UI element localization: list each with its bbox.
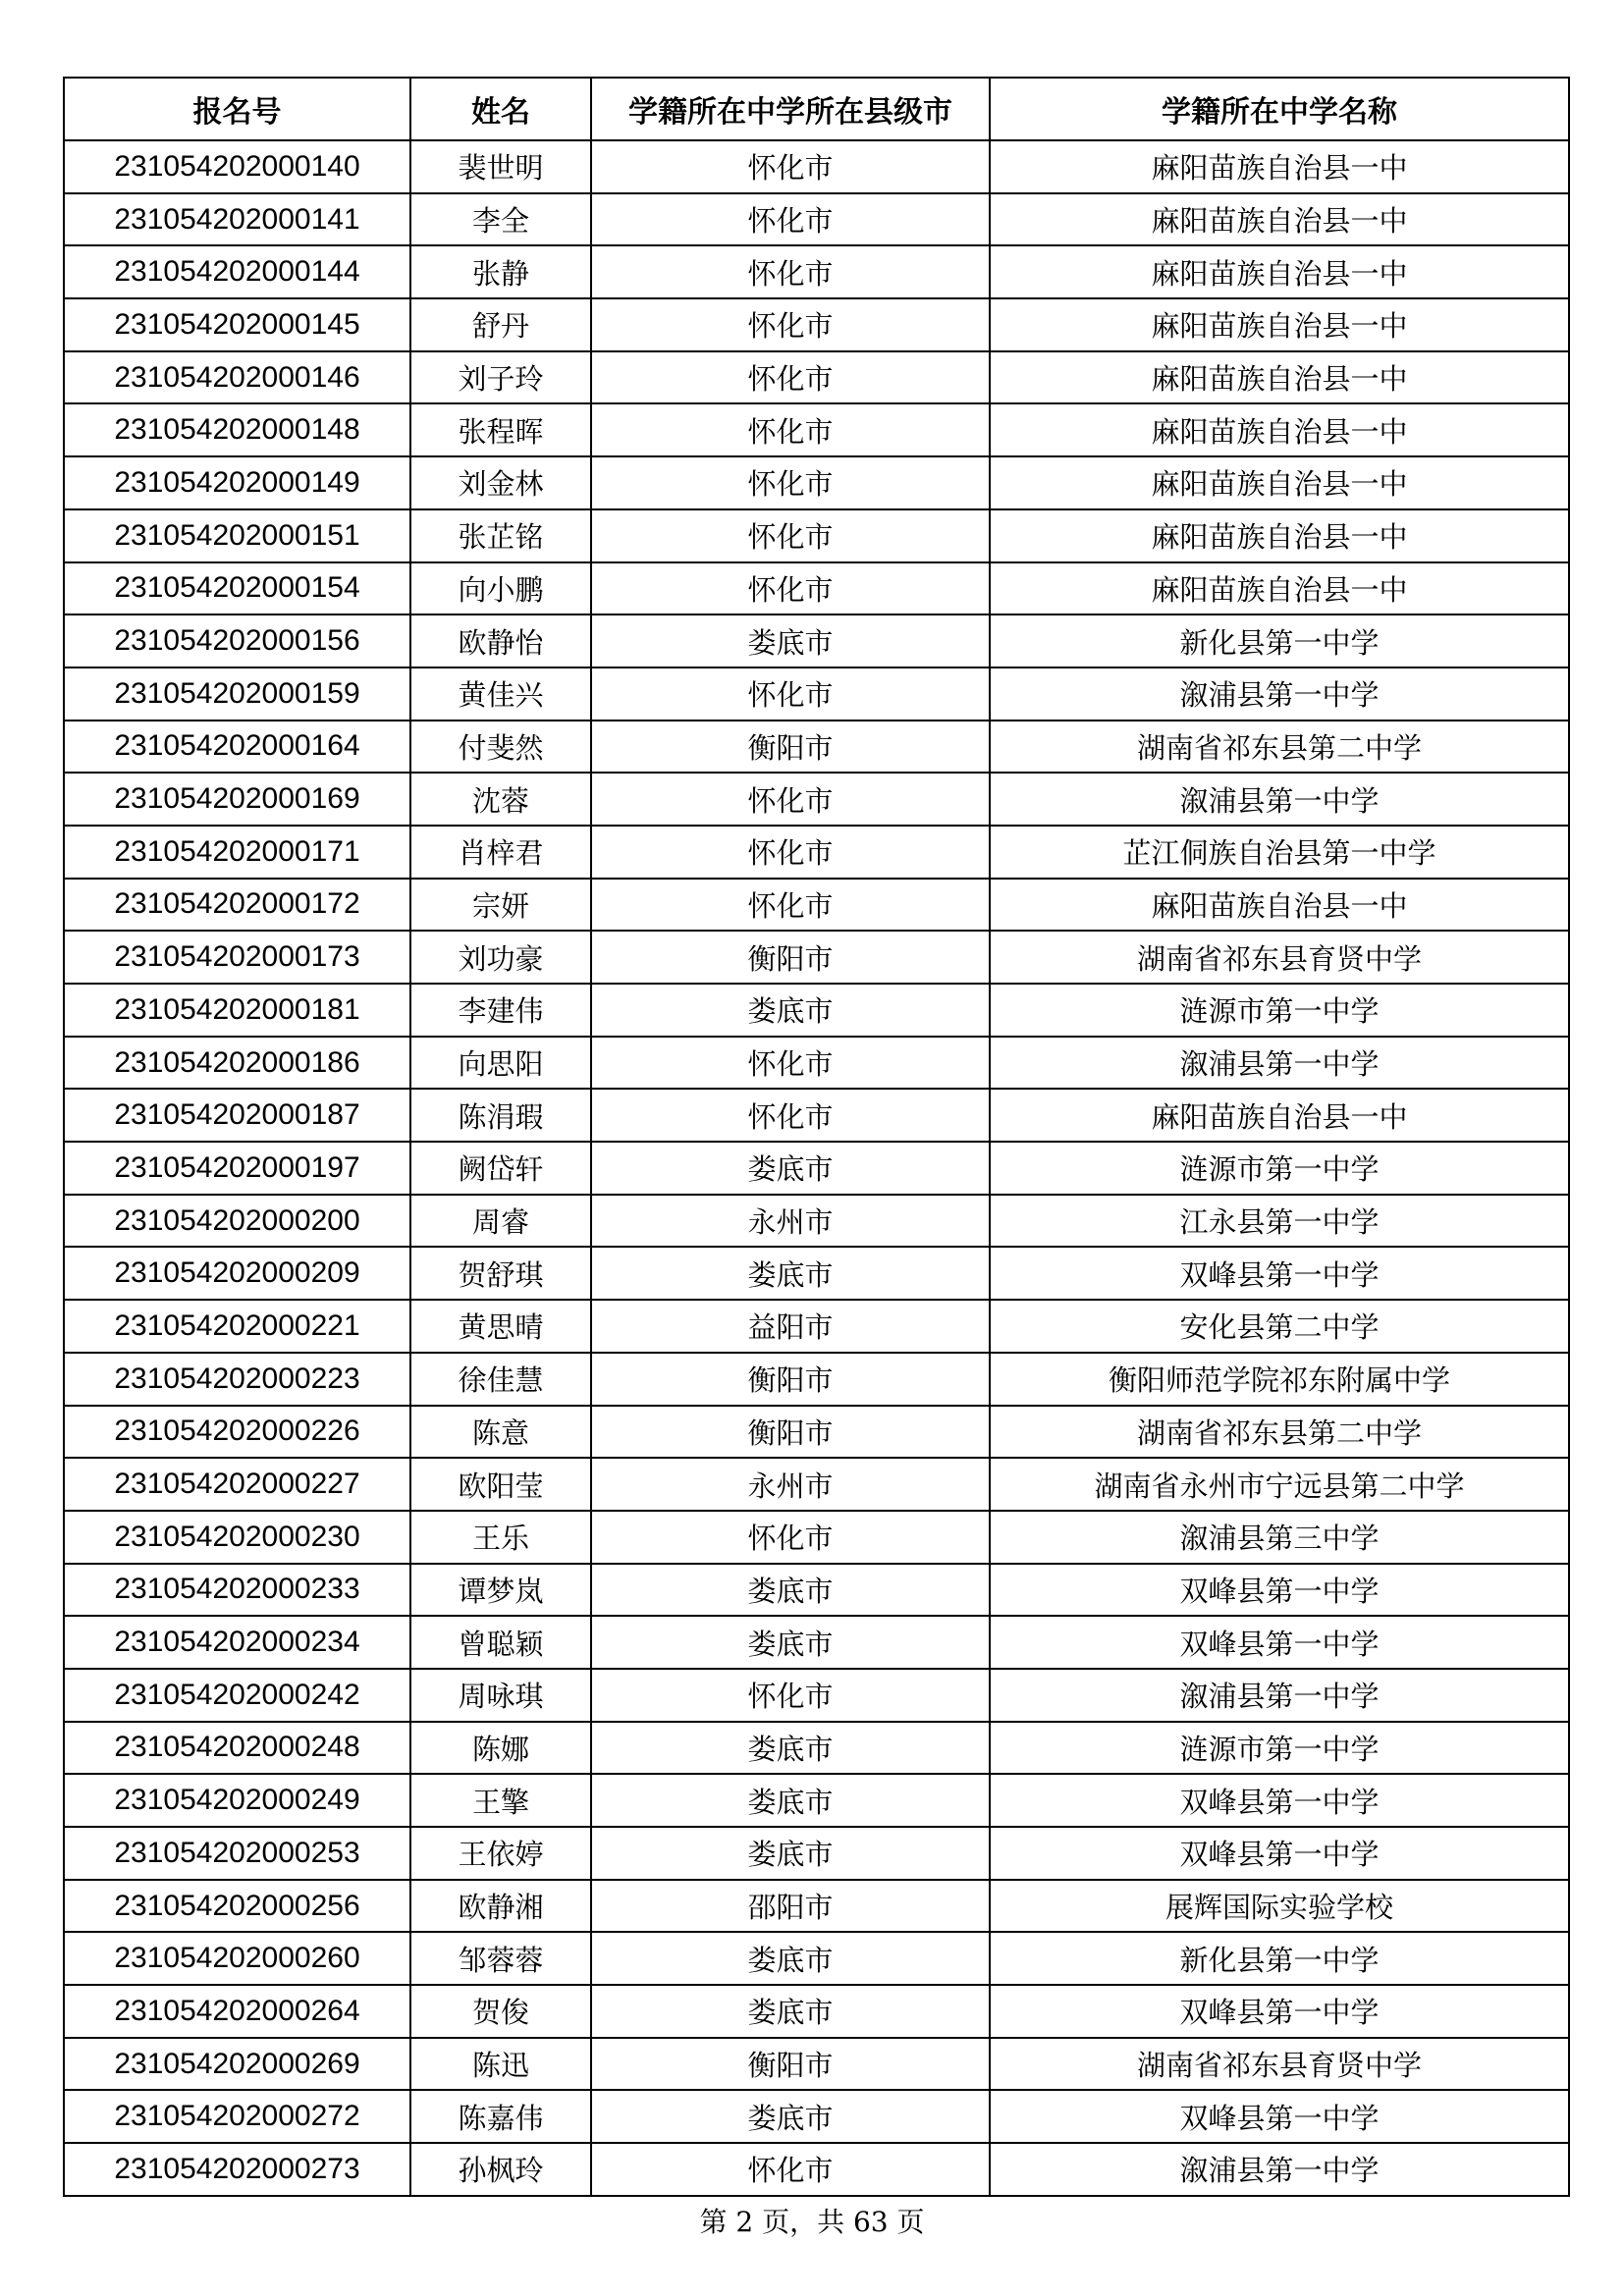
cell-registration-number: 231054202000269 <box>64 2038 410 2091</box>
cell-name: 黄思晴 <box>410 1300 591 1353</box>
table-header <box>64 78 1569 140</box>
table-row <box>64 1458 1569 1511</box>
cell-county-city: 怀化市 <box>591 667 990 721</box>
cell-registration-number: 231054202000145 <box>64 298 410 351</box>
cell-school-name: 湖南省永州市宁远县第二中学 <box>990 1458 1569 1511</box>
cell-name: 欧静怡 <box>410 614 591 667</box>
cell-school-name: 麻阳苗族自治县一中 <box>990 298 1569 351</box>
cell-school-name: 涟源市第一中学 <box>990 1722 1569 1775</box>
cell-registration-number: 231054202000256 <box>64 1880 410 1933</box>
cell-school-name: 双峰县第一中学 <box>990 1827 1569 1880</box>
cell-name: 欧静湘 <box>410 1880 591 1933</box>
cell-name: 刘子玲 <box>410 351 591 404</box>
cell-county-city: 怀化市 <box>591 1511 990 1564</box>
table-row <box>64 245 1569 298</box>
cell-name: 宗妍 <box>410 879 591 932</box>
cell-county-city: 衡阳市 <box>591 931 990 984</box>
cell-county-city: 永州市 <box>591 1195 990 1248</box>
cell-registration-number: 231054202000264 <box>64 1985 410 2038</box>
cell-registration-number: 231054202000148 <box>64 403 410 456</box>
cell-name: 贺舒琪 <box>410 1247 591 1300</box>
cell-school-name: 芷江侗族自治县第一中学 <box>990 826 1569 879</box>
table-row <box>64 667 1569 721</box>
cell-county-city: 怀化市 <box>591 879 990 932</box>
cell-registration-number: 231054202000186 <box>64 1037 410 1090</box>
table-row <box>64 1827 1569 1880</box>
cell-school-name: 溆浦县第一中学 <box>990 2143 1569 2196</box>
cell-registration-number: 231054202000164 <box>64 721 410 774</box>
cell-name: 肖梓君 <box>410 826 591 879</box>
table-row <box>64 773 1569 826</box>
cell-county-city: 怀化市 <box>591 826 990 879</box>
cell-county-city: 怀化市 <box>591 1669 990 1722</box>
cell-registration-number: 231054202000248 <box>64 1722 410 1775</box>
cell-county-city: 怀化市 <box>591 456 990 509</box>
cell-county-city: 娄底市 <box>591 1827 990 1880</box>
cell-registration-number: 231054202000172 <box>64 879 410 932</box>
cell-registration-number: 231054202000156 <box>64 614 410 667</box>
header-row <box>64 78 1569 140</box>
cell-registration-number: 231054202000233 <box>64 1564 410 1617</box>
cell-school-name: 溆浦县第一中学 <box>990 1037 1569 1090</box>
cell-county-city: 怀化市 <box>591 403 990 456</box>
cell-name: 陈娜 <box>410 1722 591 1775</box>
cell-registration-number: 231054202000181 <box>64 984 410 1037</box>
cell-school-name: 溆浦县第三中学 <box>990 1511 1569 1564</box>
header-registration-number: 报名号 <box>64 78 410 140</box>
table-row <box>64 2143 1569 2196</box>
cell-county-city: 娄底市 <box>591 1932 990 1985</box>
table-row <box>64 984 1569 1037</box>
cell-school-name: 麻阳苗族自治县一中 <box>990 140 1569 193</box>
table-row <box>64 1932 1569 1985</box>
cell-registration-number: 231054202000242 <box>64 1669 410 1722</box>
cell-name: 谭梦岚 <box>410 1564 591 1617</box>
cell-registration-number: 231054202000197 <box>64 1142 410 1195</box>
header-county-city: 学籍所在中学所在县级市 <box>591 78 990 140</box>
table-row <box>64 879 1569 932</box>
cell-school-name: 展辉国际实验学校 <box>990 1880 1569 1933</box>
cell-name: 裴世明 <box>410 140 591 193</box>
cell-school-name: 溆浦县第一中学 <box>990 773 1569 826</box>
cell-name: 付斐然 <box>410 721 591 774</box>
cell-name: 曾聪颖 <box>410 1616 591 1669</box>
cell-school-name: 双峰县第一中学 <box>990 1616 1569 1669</box>
cell-name: 王乐 <box>410 1511 591 1564</box>
cell-name: 沈蓉 <box>410 773 591 826</box>
cell-school-name: 麻阳苗族自治县一中 <box>990 456 1569 509</box>
cell-name: 孙枫玲 <box>410 2143 591 2196</box>
cell-name: 王擎 <box>410 1774 591 1827</box>
cell-school-name: 麻阳苗族自治县一中 <box>990 1089 1569 1142</box>
cell-school-name: 麻阳苗族自治县一中 <box>990 403 1569 456</box>
table-row <box>64 1616 1569 1669</box>
table-row <box>64 509 1569 562</box>
table-row <box>64 403 1569 456</box>
table-row <box>64 1300 1569 1353</box>
cell-name: 刘功豪 <box>410 931 591 984</box>
table-row <box>64 140 1569 193</box>
cell-county-city: 怀化市 <box>591 298 990 351</box>
cell-school-name: 江永县第一中学 <box>990 1195 1569 1248</box>
table-row <box>64 351 1569 404</box>
cell-county-city: 邵阳市 <box>591 1880 990 1933</box>
table-row <box>64 1985 1569 2038</box>
cell-name: 张静 <box>410 245 591 298</box>
table-row <box>64 1142 1569 1195</box>
cell-name: 阙岱轩 <box>410 1142 591 1195</box>
page-number: 第 2 页，共 63 页 <box>699 2206 925 2238</box>
cell-name: 周睿 <box>410 1195 591 1248</box>
cell-registration-number: 231054202000151 <box>64 509 410 562</box>
cell-school-name: 衡阳师范学院祁东附属中学 <box>990 1353 1569 1406</box>
cell-school-name: 湖南省祁东县育贤中学 <box>990 931 1569 984</box>
cell-name: 张芷铭 <box>410 509 591 562</box>
cell-school-name: 溆浦县第一中学 <box>990 1669 1569 1722</box>
cell-registration-number: 231054202000169 <box>64 773 410 826</box>
cell-county-city: 怀化市 <box>591 193 990 246</box>
cell-registration-number: 231054202000230 <box>64 1511 410 1564</box>
cell-name: 贺俊 <box>410 1985 591 2038</box>
cell-registration-number: 231054202000144 <box>64 245 410 298</box>
cell-registration-number: 231054202000227 <box>64 1458 410 1511</box>
header-name: 姓名 <box>410 78 591 140</box>
cell-name: 邹蓉蓉 <box>410 1932 591 1985</box>
cell-school-name: 麻阳苗族自治县一中 <box>990 351 1569 404</box>
cell-registration-number: 231054202000141 <box>64 193 410 246</box>
cell-school-name: 麻阳苗族自治县一中 <box>990 193 1569 246</box>
cell-school-name: 麻阳苗族自治县一中 <box>990 562 1569 615</box>
table-row <box>64 931 1569 984</box>
cell-county-city: 怀化市 <box>591 562 990 615</box>
cell-county-city: 永州市 <box>591 1458 990 1511</box>
table-body <box>64 140 1569 2196</box>
cell-name: 李建伟 <box>410 984 591 1037</box>
cell-registration-number: 231054202000140 <box>64 140 410 193</box>
cell-county-city: 娄底市 <box>591 1985 990 2038</box>
cell-name: 黄佳兴 <box>410 667 591 721</box>
cell-county-city: 怀化市 <box>591 1037 990 1090</box>
table-row <box>64 562 1569 615</box>
table-row <box>64 614 1569 667</box>
cell-county-city: 娄底市 <box>591 1774 990 1827</box>
cell-registration-number: 231054202000223 <box>64 1353 410 1406</box>
table-row <box>64 1037 1569 1090</box>
cell-county-city: 怀化市 <box>591 140 990 193</box>
cell-school-name: 涟源市第一中学 <box>990 984 1569 1037</box>
table-row <box>64 456 1569 509</box>
cell-name: 向思阳 <box>410 1037 591 1090</box>
cell-county-city: 娄底市 <box>591 2090 990 2143</box>
table-row <box>64 1669 1569 1722</box>
cell-name: 陈迅 <box>410 2038 591 2091</box>
table-row <box>64 1406 1569 1459</box>
cell-county-city: 衡阳市 <box>591 721 990 774</box>
cell-county-city: 娄底市 <box>591 1722 990 1775</box>
cell-registration-number: 231054202000149 <box>64 456 410 509</box>
cell-name: 欧阳莹 <box>410 1458 591 1511</box>
cell-name: 张程晖 <box>410 403 591 456</box>
cell-registration-number: 231054202000253 <box>64 1827 410 1880</box>
cell-registration-number: 231054202000187 <box>64 1089 410 1142</box>
cell-school-name: 新化县第一中学 <box>990 614 1569 667</box>
cell-name: 舒丹 <box>410 298 591 351</box>
cell-county-city: 娄底市 <box>591 984 990 1037</box>
cell-name: 向小鹏 <box>410 562 591 615</box>
cell-registration-number: 231054202000171 <box>64 826 410 879</box>
cell-county-city: 怀化市 <box>591 1089 990 1142</box>
cell-registration-number: 231054202000159 <box>64 667 410 721</box>
cell-county-city: 衡阳市 <box>591 1353 990 1406</box>
cell-registration-number: 231054202000249 <box>64 1774 410 1827</box>
table-row <box>64 1880 1569 1933</box>
cell-name: 徐佳慧 <box>410 1353 591 1406</box>
cell-school-name: 麻阳苗族自治县一中 <box>990 509 1569 562</box>
cell-county-city: 衡阳市 <box>591 1406 990 1459</box>
cell-registration-number: 231054202000200 <box>64 1195 410 1248</box>
cell-registration-number: 231054202000272 <box>64 2090 410 2143</box>
cell-registration-number: 231054202000273 <box>64 2143 410 2196</box>
cell-county-city: 娄底市 <box>591 1142 990 1195</box>
cell-school-name: 双峰县第一中学 <box>990 1985 1569 2038</box>
cell-school-name: 涟源市第一中学 <box>990 1142 1569 1195</box>
cell-name: 李全 <box>410 193 591 246</box>
cell-school-name: 安化县第二中学 <box>990 1300 1569 1353</box>
cell-school-name: 双峰县第一中学 <box>990 1564 1569 1617</box>
cell-county-city: 娄底市 <box>591 1247 990 1300</box>
cell-county-city: 娄底市 <box>591 1564 990 1617</box>
cell-school-name: 溆浦县第一中学 <box>990 667 1569 721</box>
table-row <box>64 193 1569 246</box>
cell-registration-number: 231054202000154 <box>64 562 410 615</box>
table-row <box>64 721 1569 774</box>
cell-county-city: 怀化市 <box>591 509 990 562</box>
cell-registration-number: 231054202000221 <box>64 1300 410 1353</box>
table-row <box>64 1247 1569 1300</box>
table-row <box>64 1774 1569 1827</box>
cell-name: 王依婷 <box>410 1827 591 1880</box>
cell-registration-number: 231054202000209 <box>64 1247 410 1300</box>
table-row <box>64 1353 1569 1406</box>
cell-county-city: 娄底市 <box>591 1616 990 1669</box>
table-row <box>64 1722 1569 1775</box>
cell-county-city: 怀化市 <box>591 773 990 826</box>
cell-school-name: 湖南省祁东县育贤中学 <box>990 2038 1569 2091</box>
table-row <box>64 1564 1569 1617</box>
cell-name: 陈涓瑕 <box>410 1089 591 1142</box>
roster-table <box>63 77 1570 2197</box>
cell-school-name: 麻阳苗族自治县一中 <box>990 879 1569 932</box>
cell-name: 刘金林 <box>410 456 591 509</box>
cell-county-city: 娄底市 <box>591 614 990 667</box>
cell-school-name: 新化县第一中学 <box>990 1932 1569 1985</box>
cell-name: 陈意 <box>410 1406 591 1459</box>
cell-school-name: 双峰县第一中学 <box>990 2090 1569 2143</box>
cell-name: 周咏琪 <box>410 1669 591 1722</box>
cell-registration-number: 231054202000260 <box>64 1932 410 1985</box>
cell-county-city: 衡阳市 <box>591 2038 990 2091</box>
table-row <box>64 1089 1569 1142</box>
cell-registration-number: 231054202000226 <box>64 1406 410 1459</box>
table-row <box>64 1511 1569 1564</box>
cell-school-name: 湖南省祁东县第二中学 <box>990 721 1569 774</box>
cell-county-city: 怀化市 <box>591 2143 990 2196</box>
header-school-name: 学籍所在中学名称 <box>990 78 1569 140</box>
cell-registration-number: 231054202000146 <box>64 351 410 404</box>
cell-county-city: 益阳市 <box>591 1300 990 1353</box>
cell-school-name: 湖南省祁东县第二中学 <box>990 1406 1569 1459</box>
cell-county-city: 怀化市 <box>591 351 990 404</box>
cell-county-city: 怀化市 <box>591 245 990 298</box>
cell-school-name: 双峰县第一中学 <box>990 1774 1569 1827</box>
table-row <box>64 1195 1569 1248</box>
cell-registration-number: 231054202000173 <box>64 931 410 984</box>
table-row <box>64 298 1569 351</box>
cell-registration-number: 231054202000234 <box>64 1616 410 1669</box>
cell-name: 陈嘉伟 <box>410 2090 591 2143</box>
cell-school-name: 麻阳苗族自治县一中 <box>990 245 1569 298</box>
table-row <box>64 826 1569 879</box>
table-row <box>64 2038 1569 2091</box>
cell-school-name: 双峰县第一中学 <box>990 1247 1569 1300</box>
table-row <box>64 2090 1569 2143</box>
